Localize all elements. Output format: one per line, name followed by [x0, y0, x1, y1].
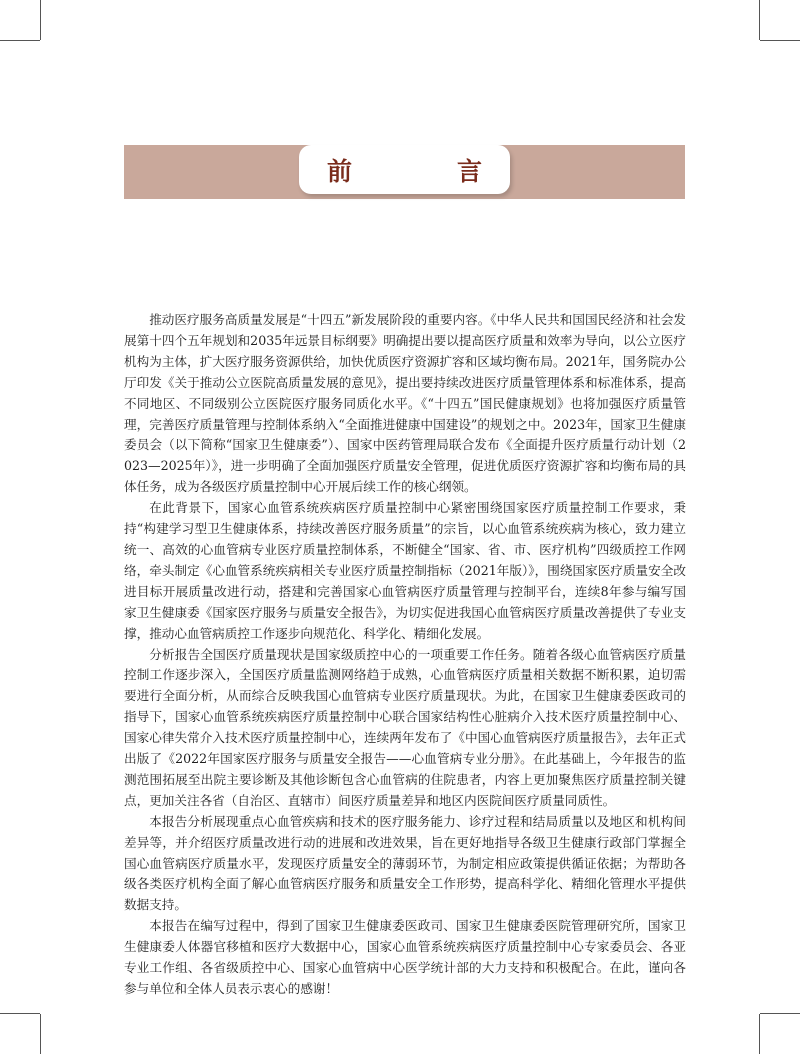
- crop-mark: [40, 1014, 41, 1054]
- preface-body: [124, 310, 686, 1000]
- crop-mark: [760, 1013, 800, 1014]
- title-box: [299, 145, 522, 194]
- crop-mark: [0, 40, 40, 41]
- crop-mark: [759, 0, 760, 40]
- paragraph: 本报告在编写过程中，得到了国家卫生健康委医政司、国家卫生健康委医院管理研究所，国家卫生健康委人体器官移植和医疗大数据中心，国家心血管系统疾病医疗质量控制中心专家委员会、各亚专业工作组、各省级质控中心、国家心血管病中心医学统计部的大力支持和积极配合。在此，谨向各参与单位和全体人员表示衷心的感谢！: [124, 918, 686, 996]
- paragraph: 在此背景下，国家心血管系统疾病医疗质量控制中心紧密围绕国家医疗质量控制工作要求，秉持“构建学习型卫生健康体系，持续改善医疗服务质量”的宗旨，以心血管系统疾病为核心，致力建立统一、高效的心血管病专业医疗质量控制体系，不断健全“国家、省、市、医疗机构”四级质控工作网络，牵头制定《心血管系统疾病相关专业医疗质量控制指标（2021年版）》，围绕国家医疗质量安全改进目标开展质量改进行动，搭建和完善国家心血管病医疗质量管理与控制平台，连续8年参与编写国家卫生健康委《国家医疗服务与质量安全报告》，为切实促进我国心血管病医疗质量改善提供了专业支撑，推动心血管病质控工作逐步向规范化、科学化、精细化发展。: [124, 500, 686, 641]
- crop-mark: [760, 40, 800, 41]
- page-title: 前 言: [326, 156, 522, 186]
- paragraph: 本报告分析展现重点心血管疾病和技术的医疗服务能力、诊疗过程和结局质量以及地区和机构间差异等，并介绍医疗质量改进行动的进展和改进效果，旨在更好地指导各级卫生健康行政部门掌握全国心血管病医疗质量水平，发现医疗质量安全的薄弱环节，为制定相应政策提供循证依据；为帮助各级各类医疗机构全面了解心血管病医疗服务和质量安全工作形势，提高科学化、精细化管理水平提供数据支持。: [124, 813, 686, 913]
- title-banner: [124, 145, 685, 199]
- crop-mark: [759, 1014, 760, 1054]
- crop-mark: [40, 0, 41, 40]
- paragraph: 推动医疗服务高质量发展是“十四五”新发展阶段的重要内容。《中华人民共和国国民经济和社会发展第十四个五年规划和2035年远景目标纲要》明确提出要以提高医疗质量和效率为导向，以公立医疗机构为主体，扩大医疗服务资源供给，加快优质医疗资源扩容和区域均衡布局。2021年，国务院办公厅印发《关于推动公立医院高质量发展的意见》，提出要持续改进医疗质量管理体系和标准体系，提高不同地区、不同级别公立医院医疗服务同质化水平。《“十四五”国民健康规划》也将加强医疗质量管理，完善医疗质量管理与控制体系纳入“全面推进健康中国建设”的规划之中。2023年，国家卫生健康委员会（以下简称“国家卫生健康委”）、国家中医药管理局联合发布《全面提升医疗质量行动计划（2023—2025年）》，进一步明确了全面加强医疗质量安全管理，促进优质医疗资源扩容和均衡布局的具体任务，成为各级医疗质量控制中心开展后续工作的核心纲领。: [124, 312, 686, 495]
- paragraph: 分析报告全国医疗质量现状是国家级质控中心的一项重要工作任务。随着各级心血管病医疗质量控制工作逐步深入，全国医疗质量监测网络趋于成熟，心血管病医疗质量相关数据不断积累，迫切需要进行全面分析，从而综合反映我国心血管病专业医疗质量现状。为此，在国家卫生健康委医政司的指导下，国家心血管系统疾病医疗质量控制中心联合国家结构性心脏病介入技术医疗质量控制中心、国家心律失常介入技术医疗质量控制中心，连续两年发布了《中国心血管病医疗质量报告》，去年正式出版了《2022年国家医疗服务与质量安全报告——心血管病专业分册》。在此基础上，今年报告的监测范围拓展至出院主要诊断及其他诊断包含心血管病的住院患者，内容上更加聚焦医疗质量控制关键点，更加关注各省（自治区、直辖市）间医疗质量差异和地区内医院间医疗质量同质性。: [124, 646, 686, 808]
- crop-mark: [0, 1013, 40, 1014]
